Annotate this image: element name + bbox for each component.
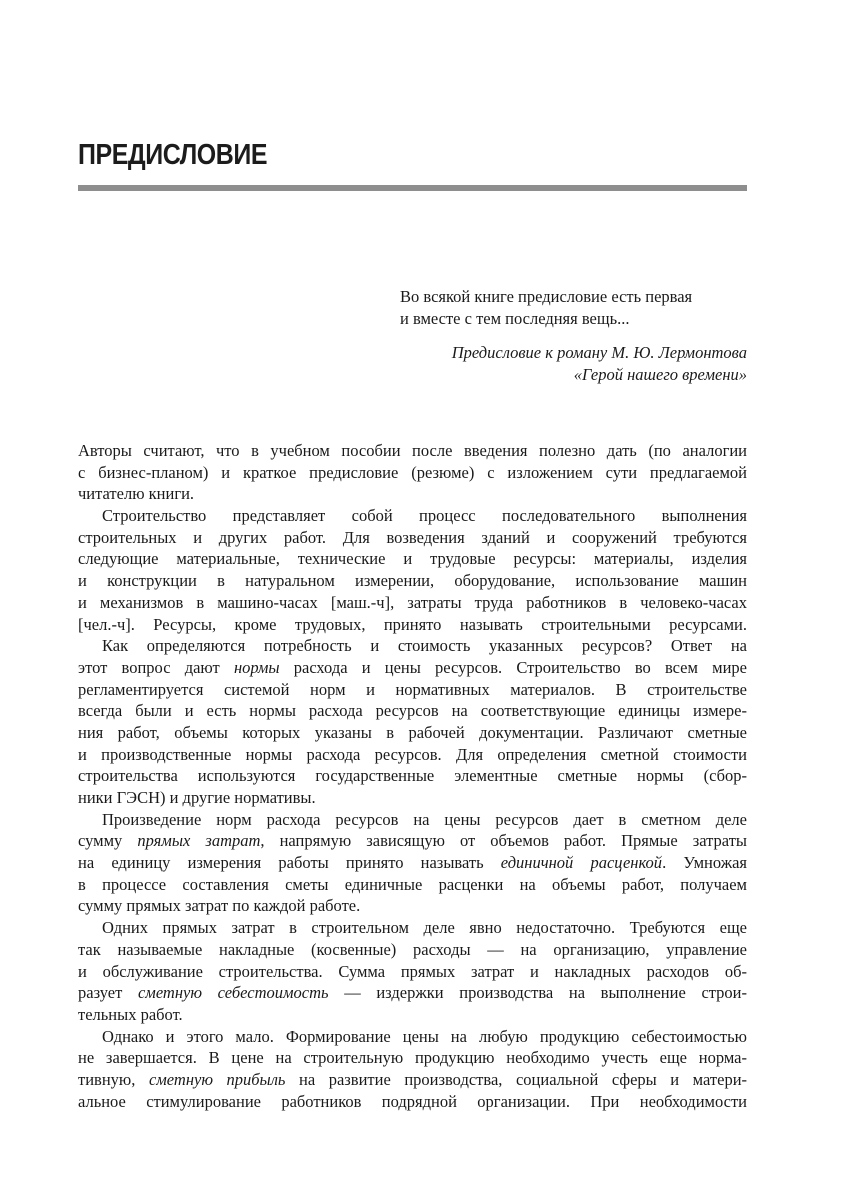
- text-line: на единицу измерения работы принято называть единичной расценкой. Умножая: [78, 853, 748, 873]
- text-line: сумму прямых затрат, напрямую зависящую от объемов работ. Прямые затраты: [78, 831, 747, 851]
- text-line: альное стимулирование работников подрядной организации. При необходимости: [78, 1091, 747, 1111]
- epigraph-source: «Герой нашего времени»: [573, 365, 747, 384]
- emphasis-term: единичной расценкой: [500, 853, 663, 873]
- text-line: Строительство представляет собой процесс последовательного выполнения: [102, 506, 747, 526]
- paragraph-3: [78, 635, 747, 809]
- text-line: с бизнес-планом) и краткое предисловие (резюме) с изложением сути предлагаемой: [78, 462, 747, 482]
- text-line: и конструкции в натуральном измерении, оборудование, использование машин: [78, 571, 747, 591]
- epigraph-line: Во всякой книге предисловие есть первая: [400, 287, 693, 306]
- epigraph-line: и вместе с тем последняя вещь...: [400, 309, 630, 328]
- text-line: читателю книги.: [78, 484, 195, 504]
- emphasis-term: нормы: [233, 657, 280, 677]
- emphasis-term: сметную себестоимость: [137, 983, 329, 1003]
- text-line: и производственные нормы расхода ресурсов. Для определения сметной стоимости: [78, 744, 747, 764]
- chapter-title: ПРЕДИСЛОВИЕ: [78, 139, 268, 171]
- emphasis-term: прямых затрат: [137, 831, 261, 851]
- text-line: Однако и этого мало. Формирование цены на любую продукцию себестоимостью: [102, 1026, 747, 1046]
- text-line: ники ГЭСН) и другие нормативы.: [78, 788, 316, 807]
- paragraph-2: [78, 505, 747, 635]
- text-line: не завершается. В цене на строительную продукцию необходимо учесть еще норма-: [78, 1048, 747, 1068]
- text-line: тельных работ.: [78, 1004, 183, 1024]
- text-line: в процессе составления сметы единичные расценки на объемы работ, получаем: [78, 874, 747, 894]
- epigraph: [400, 286, 747, 386]
- text-line: этот вопрос дают нормы расхода и цены ресурсов. Строительство во всем мире: [78, 657, 747, 677]
- paragraph-6: [78, 1026, 747, 1113]
- emphasis-term: сметную прибыль: [148, 1069, 286, 1089]
- paragraph-1: [78, 440, 747, 505]
- text-line: сумму прямых затрат по каждой работе.: [78, 896, 361, 916]
- paragraph-4: [78, 809, 747, 917]
- text-line: так называемые накладные (косвенные) расходы — на организацию, управление: [78, 939, 747, 959]
- epigraph-source: Предисловие к роману М. Ю. Лермонтова: [451, 343, 747, 362]
- text-line: Как определяются потребность и стоимость указанных ресурсов? Ответ на: [102, 636, 747, 656]
- text-line: [чел.-ч]. Ресурсы, кроме трудовых, принято называть строительными ресурсами.: [78, 614, 747, 634]
- paragraph-5: [78, 917, 747, 1025]
- text-line: Авторы считают, что в учебном пособии после введения полезно дать (по аналогии: [78, 441, 747, 460]
- text-line: Произведение норм расхода ресурсов на цены ресурсов дает в сметном деле: [102, 809, 747, 829]
- text-line: строительства используются государственные элементные сметные нормы (сбор-: [78, 766, 747, 786]
- book-page: [78, 0, 747, 1200]
- text-line: разует сметную себестоимость — издержки производства на выполнение строи-: [78, 983, 748, 1003]
- text-line: регламентируется системой норм и нормативных материалов. В строительстве: [78, 679, 747, 699]
- title-rule: [78, 185, 747, 191]
- text-line: ния работ, объемы которых указаны в рабочей документации. Различают сметные: [78, 722, 747, 742]
- text-line: Одних прямых затрат в строительном деле явно недостаточно. Требуются еще: [102, 918, 747, 938]
- text-line: всегда были и есть нормы расхода ресурсов на соответствующие единицы измере-: [78, 701, 747, 721]
- text-line: и механизмов в машино-часах [маш.-ч], затраты труда работников в человеко-часах: [78, 592, 747, 612]
- text-line: строительных и других работ. Для возведения зданий и сооружений требуются: [78, 527, 747, 547]
- body-text: [78, 440, 747, 1112]
- text-line: тивную, сметную прибыль на развитие производства, социальной сферы и матери-: [78, 1069, 748, 1089]
- text-line: следующие материальные, технические и трудовые ресурсы: материалы, изделия: [78, 549, 747, 569]
- text-line: и обслуживание строительства. Сумма прямых затрат и накладных расходов об-: [78, 961, 747, 981]
